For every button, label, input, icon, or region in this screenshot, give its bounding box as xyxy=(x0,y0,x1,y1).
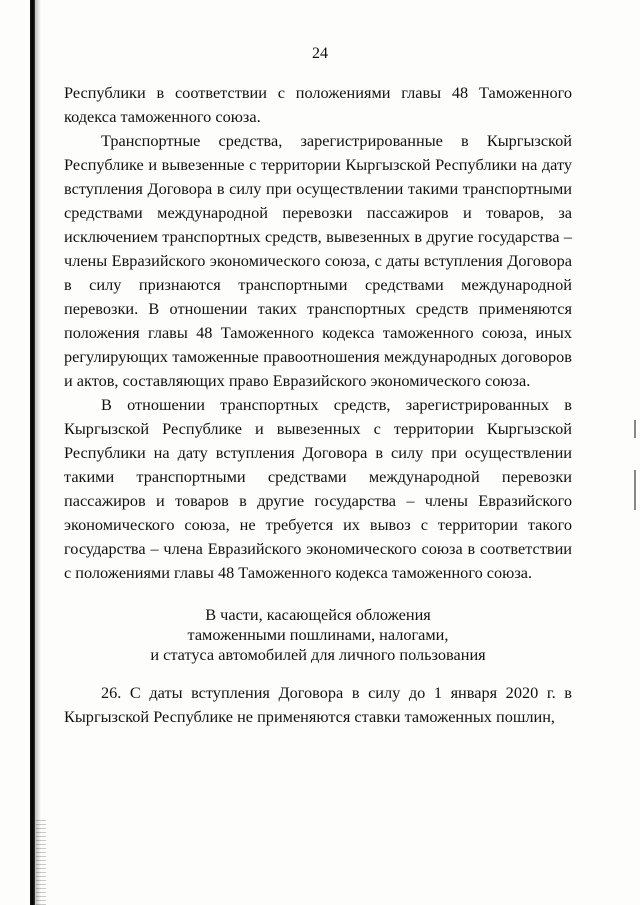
paragraph-transport-vehicles: Транспортные средства, зарегистрированные в Кыргызской Республике и вывезенные с территории Кыргызской Республики на дату вступления Договора в силу при осуществлении такими транспортными средствами международной перевозки пассажиров и товаров, за исключением транспортных средств, вывезенных в другие государства – члены Евразийского экономического союза, с даты вступления Договора в силу признаются транспортными средствами международной перевозки. В отношении таких транспортных средств применяются положения главы 48 Таможенного кодекса таможенного союза, иных регулирующих таможенные правоотношения международных договоров и актов, составляющих право Евразийского экономического союза. xyxy=(64,131,572,390)
section-heading-line: и статуса автомобилей для личного пользования xyxy=(150,645,486,664)
paragraph-item-26: 26. С даты вступления Договора в силу до 1 января 2020 г. в Кыргызской Республике не применяются ставки таможенных пошлин, xyxy=(64,683,572,726)
section-heading xyxy=(64,605,572,665)
paragraph-continuation: Республики в соответствии с положениями главы 48 Таможенного кодекса таможенного союза. xyxy=(64,83,572,126)
binding-shadow xyxy=(35,0,41,905)
section-heading-line: таможенными пошлинами, налогами, xyxy=(187,625,449,644)
page-number: 24 xyxy=(312,45,328,62)
document-body xyxy=(64,81,572,729)
paragraph-transport-export: В отношении транспортных средств, зарегистрированных в Кыргызской Республике и вывезенных с территории Кыргызской Республики на дату вступления Договора в силу при осуществлении такими транспортными средствами международной перевозки пассажиров и товаров в другие государства – члены Евразийского экономического союза, не требуется их вывоз с территории такого государства – члена Евразийского экономического союза в соответствии с положениями главы 48 Таможенного кодекса таможенного союза. xyxy=(64,395,572,582)
scan-edge-noise xyxy=(36,820,46,905)
section-heading-line: В части, касающейся обложения xyxy=(205,605,431,624)
scan-margin-mark xyxy=(634,420,636,438)
scan-margin-mark xyxy=(634,470,636,510)
